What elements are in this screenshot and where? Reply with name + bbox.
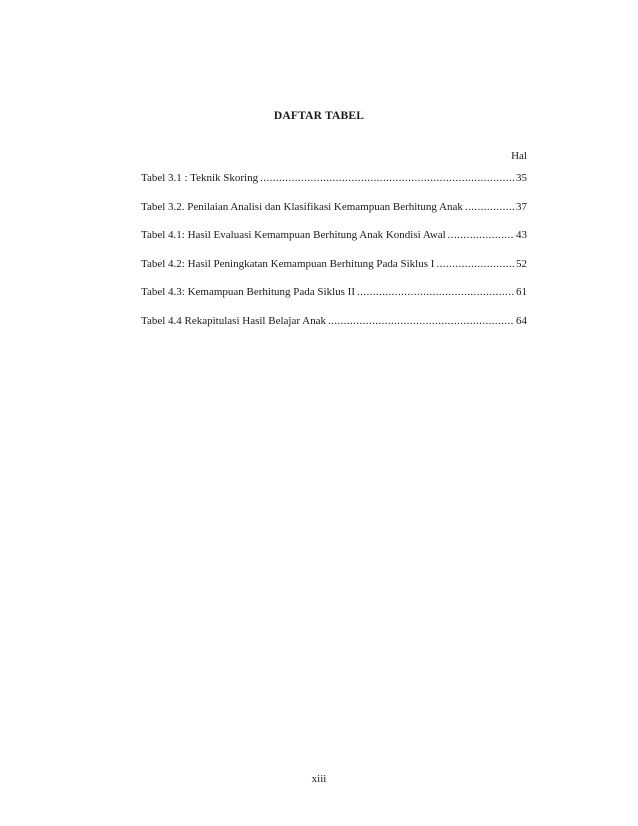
dot-leader (448, 229, 514, 241)
toc-entry-page: 43 (516, 229, 527, 241)
footer-page-number: xiii (311, 773, 327, 785)
dot-leader (357, 286, 514, 298)
toc-entry[interactable] (141, 258, 527, 274)
toc-entry-page: 64 (516, 314, 527, 327)
toc-entry-label: Tabel 4.2: Hasil Peningkatan Kemampuan Berhitung Pada Siklus I (141, 257, 435, 270)
toc-entry[interactable] (141, 172, 527, 188)
toc-entry-label: Tabel 4.4 Rekapitulasi Hasil Belajar Anak (141, 314, 326, 327)
page-title: DAFTAR TABEL (273, 110, 365, 122)
toc-entry-page: 52 (516, 257, 527, 270)
toc-entry-label: Tabel 4.1: Hasil Evaluasi Kemampuan Berhitung Anak Kondisi Awal (141, 229, 446, 241)
dot-leader (328, 315, 514, 327)
dot-leader (260, 172, 514, 184)
toc-entry-page: 61 (516, 286, 527, 298)
page-column-header: Hal (511, 150, 527, 162)
table-list (141, 172, 527, 343)
toc-entry-page: 35 (516, 172, 527, 184)
dot-leader (465, 201, 514, 213)
toc-entry-label: Tabel 3.1 : Teknik Skoring (141, 172, 259, 184)
toc-entry[interactable] (141, 286, 527, 302)
toc-entry-label: Tabel 4.3: Kemampuan Berhitung Pada Siklus II (141, 286, 355, 298)
toc-entry[interactable] (141, 229, 527, 245)
toc-entry[interactable] (141, 201, 527, 217)
toc-entry-label: Tabel 3.2. Penilaian Analisi dan Klasifikasi Kemampuan Berhitung Anak (141, 200, 463, 213)
toc-entry[interactable] (141, 315, 527, 331)
dot-leader (436, 258, 514, 270)
toc-entry-page: 37 (516, 200, 527, 213)
